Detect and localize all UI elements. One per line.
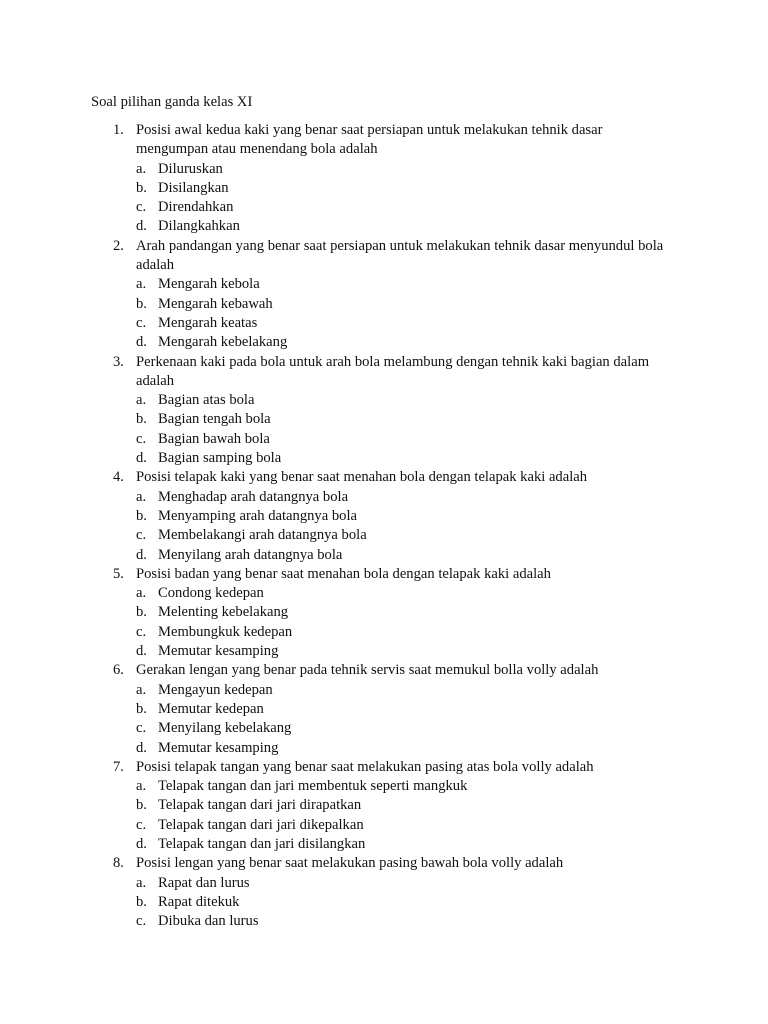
option-text: Rapat ditekuk xyxy=(158,893,240,910)
question-number: 2. xyxy=(113,237,124,254)
option-letter: c. xyxy=(136,314,147,331)
option-item xyxy=(0,198,768,217)
option-text: Telapak tangan dari jari dikepalkan xyxy=(158,816,364,833)
option-text: Mengayun kedepan xyxy=(158,681,273,698)
question-text: Gerakan lengan yang benar pada tehnik servis saat memukul bolla volly adalah xyxy=(136,662,599,679)
option-letter: a. xyxy=(136,160,147,177)
question-text: Posisi lengan yang benar saat melakukan pasing bawah bola volly adalah xyxy=(136,855,564,872)
question-number: 1. xyxy=(113,122,124,138)
option-item xyxy=(0,488,768,507)
option-letter: a. xyxy=(136,488,147,505)
option-letter: d. xyxy=(136,450,147,467)
option-list xyxy=(0,681,768,758)
option-text: Membelakangi arah datangnya bola xyxy=(158,527,367,544)
option-list xyxy=(0,275,768,352)
option-item xyxy=(0,160,768,179)
option-letter: c. xyxy=(136,430,147,447)
option-item xyxy=(0,681,768,700)
option-text: Bagian tengah bola xyxy=(158,411,271,428)
option-letter: a. xyxy=(136,276,147,293)
option-item xyxy=(0,642,768,661)
option-text: Membungkuk kedepan xyxy=(158,623,293,640)
option-letter: c. xyxy=(136,816,147,833)
option-letter: d. xyxy=(136,546,147,563)
option-text: Diluruskan xyxy=(158,160,223,177)
question-text: Posisi badan yang benar saat menahan bola dengan telapak kaki adalah xyxy=(136,565,551,582)
question-item xyxy=(0,121,768,237)
option-text: Memutar kesamping xyxy=(158,739,279,756)
option-text: Condong kedepan xyxy=(158,585,264,602)
question-text: Posisi telapak tangan yang benar saat melakukan pasing atas bola volly adalah xyxy=(136,758,594,775)
option-text: Bagian atas bola xyxy=(158,392,255,409)
option-item xyxy=(0,333,768,352)
option-item xyxy=(0,700,768,719)
option-item xyxy=(0,777,768,796)
option-letter: b. xyxy=(136,797,147,814)
option-letter: d. xyxy=(136,739,147,756)
option-letter: c. xyxy=(136,913,147,930)
option-item xyxy=(0,449,768,468)
option-text: Rapat dan lurus xyxy=(158,874,250,891)
option-text: Memutar kedepan xyxy=(158,700,264,717)
option-letter: c. xyxy=(136,720,147,737)
question-item xyxy=(0,661,768,757)
option-text: Telapak tangan dari jari dirapatkan xyxy=(158,797,362,814)
option-letter: a. xyxy=(136,392,147,409)
option-letter: a. xyxy=(136,585,147,602)
question-number: 8. xyxy=(113,855,124,872)
question-text: Posisi telapak kaki yang benar saat menahan bola dengan telapak kaki adalah xyxy=(136,469,588,486)
option-item xyxy=(0,623,768,642)
question-number: 3. xyxy=(113,353,124,370)
option-text: Bagian bawah bola xyxy=(158,430,270,447)
option-item xyxy=(0,796,768,815)
option-letter: d. xyxy=(136,835,147,852)
option-letter: b. xyxy=(136,604,147,621)
document-title: Soal pilihan ganda kelas XI xyxy=(91,94,253,110)
option-letter: d. xyxy=(136,218,147,235)
option-letter: a. xyxy=(136,778,147,795)
option-text: Dilangkahkan xyxy=(158,218,240,235)
option-letter: b. xyxy=(136,507,147,524)
option-letter: d. xyxy=(136,643,147,660)
option-item xyxy=(0,179,768,198)
question-item xyxy=(0,758,768,854)
question-text: Arah pandangan yang benar saat persiapan untuk melakukan tehnik dasar menyundul bola adalah xyxy=(136,237,664,274)
option-text: Telapak tangan dan jari disilangkan xyxy=(158,835,366,852)
option-text: Bagian samping bola xyxy=(158,450,282,467)
question-number: 4. xyxy=(113,469,124,486)
question-text: Posisi awal kedua kaki yang benar saat persiapan untuk melakukan tehnik dasar mengumpan atau menendang bola adalah xyxy=(136,122,603,158)
question-item xyxy=(0,353,768,469)
option-item xyxy=(0,874,768,893)
question-item xyxy=(0,565,768,661)
option-list xyxy=(0,874,768,932)
option-list xyxy=(0,160,768,237)
option-item xyxy=(0,526,768,545)
question-list xyxy=(0,121,768,931)
option-letter: b. xyxy=(136,700,147,717)
option-letter: b. xyxy=(136,411,147,428)
option-item xyxy=(0,835,768,854)
option-letter: c. xyxy=(136,623,147,640)
option-item xyxy=(0,739,768,758)
option-item xyxy=(0,816,768,835)
question-item xyxy=(0,237,768,353)
option-letter: c. xyxy=(136,199,147,216)
option-text: Menyamping arah datangnya bola xyxy=(158,507,357,524)
question-number: 7. xyxy=(113,758,124,775)
option-item xyxy=(0,430,768,449)
option-text: Melenting kebelakang xyxy=(158,604,289,621)
question-number: 6. xyxy=(113,662,124,679)
option-text: Mengarah keatas xyxy=(158,314,258,331)
option-text: Disilangkan xyxy=(158,179,229,196)
option-letter: b. xyxy=(136,893,147,910)
option-text: Direndahkan xyxy=(158,199,234,216)
option-item xyxy=(0,314,768,333)
option-letter: d. xyxy=(136,334,147,351)
option-item xyxy=(0,217,768,236)
option-text: Menghadap arah datangnya bola xyxy=(158,488,349,505)
option-item xyxy=(0,410,768,429)
option-item xyxy=(0,719,768,738)
option-text: Menyilang arah datangnya bola xyxy=(158,546,343,563)
question-item xyxy=(0,854,768,931)
option-list xyxy=(0,777,768,854)
option-list xyxy=(0,488,768,565)
option-letter: c. xyxy=(136,527,147,544)
option-item xyxy=(0,603,768,622)
option-text: Mengarah kebawah xyxy=(158,295,273,312)
option-list xyxy=(0,391,768,468)
option-text: Dibuka dan lurus xyxy=(158,913,259,930)
option-letter: b. xyxy=(136,179,147,196)
option-item xyxy=(0,295,768,314)
question-text: Perkenaan kaki pada bola untuk arah bola melambung dengan tehnik kaki bagian dalam adalah xyxy=(136,353,650,389)
option-text: Menyilang kebelakang xyxy=(158,720,292,737)
option-item xyxy=(0,912,768,931)
option-item xyxy=(0,391,768,410)
option-letter: a. xyxy=(136,874,147,891)
option-item xyxy=(0,584,768,603)
option-item xyxy=(0,275,768,294)
question-item xyxy=(0,468,768,564)
option-text: Mengarah kebelakang xyxy=(158,334,288,351)
option-item xyxy=(0,507,768,526)
question-number: 5. xyxy=(113,565,124,582)
option-item xyxy=(0,546,768,565)
option-text: Mengarah kebola xyxy=(158,276,260,293)
option-text: Memutar kesamping xyxy=(158,643,279,660)
option-letter: b. xyxy=(136,295,147,312)
option-text: Telapak tangan dan jari membentuk seperti mangkuk xyxy=(158,778,468,795)
option-letter: a. xyxy=(136,681,147,698)
option-item xyxy=(0,893,768,912)
option-list xyxy=(0,584,768,661)
